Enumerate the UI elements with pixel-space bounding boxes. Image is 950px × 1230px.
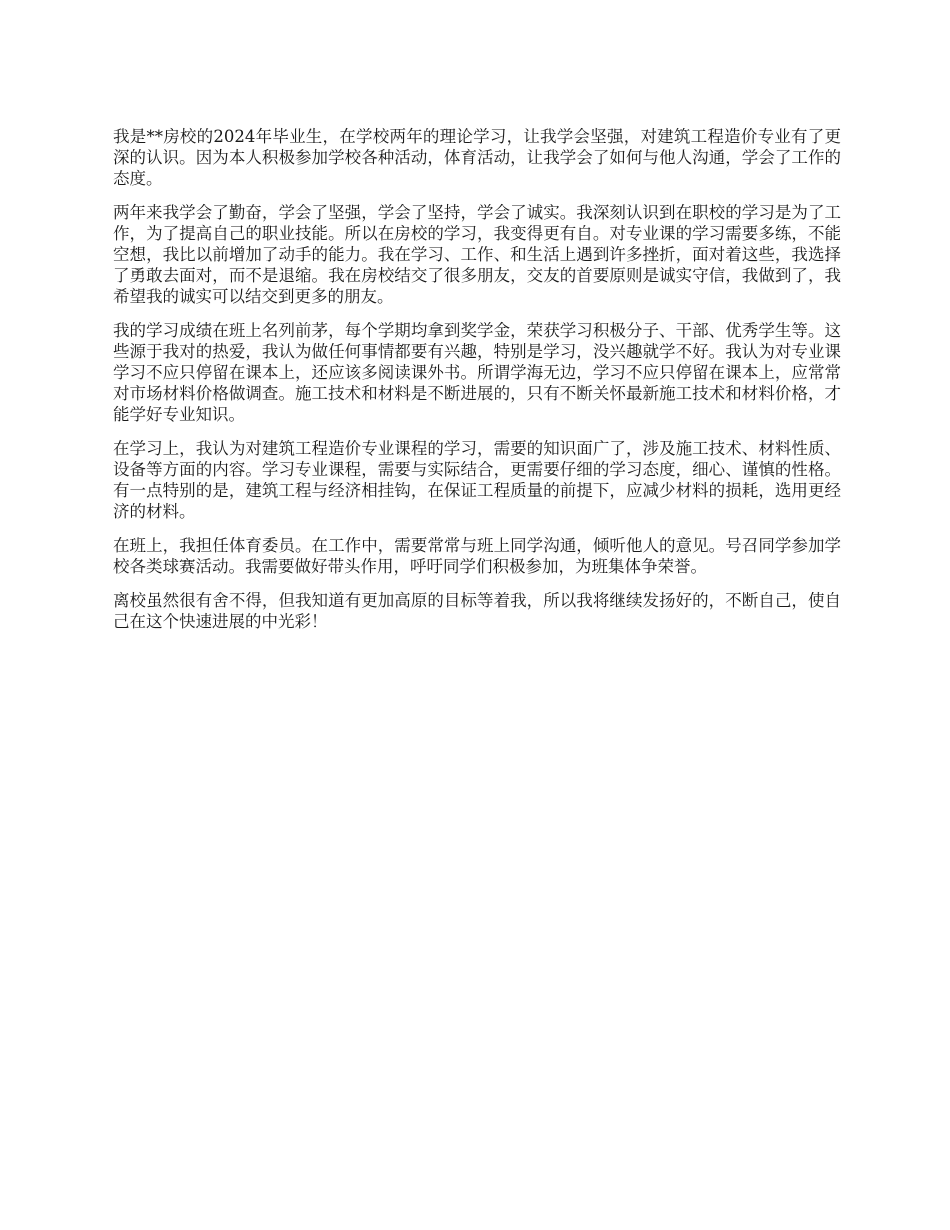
paragraph-1: 我是**房校的2024年毕业生，在学校两年的理论学习，让我学会坚强，对建筑工程造价专业有了更深的认识。因为本人积极参加学校各种活动，体育活动，让我学会了如何与他人沟通，学会了工作的态度。 [113, 127, 841, 188]
paragraph-2: 两年来我学会了勤奋，学会了坚强，学会了坚持，学会了诚实。我深刻认识到在职校的学习是为了工作，为了提高自己的职业技能。所以在房校的学习，我变得更有自。对专业课的学习需要多练，不能空想，我比以前增加了动手的能力。我在学习、工作、和生活上遇到许多挫折，面对着这些，我选择了勇敢去面对，而不是退缩。我在房校结交了很多朋友，交友的首要原则是诚实守信，我做到了，我希望我的诚实可以结交到更多的朋友。 [113, 203, 841, 306]
paragraph-5: 在班上，我担任体育委员。在工作中，需要常常与班上同学沟通，倾听他人的意见。号召同学参加学校各类球赛活动。我需要做好带头作用，呼吁同学们积极参加，为班集体争荣誉。 [113, 536, 841, 576]
paragraph-3: 我的学习成绩在班上名列前茅，每个学期均拿到奖学金，荣获学习积极分子、干部、优秀学生等。这些源于我对的热爱，我认为做任何事情都要有兴趣，特别是学习，没兴趣就学不好。我认为对专业课学习不应只停留在课本上，还应该多阅读课外书。所谓学海无边，学习不应只停留在课本上，应常常对市场材料价格做调查。施工技术和材料是不断进展的，只有不断关怀最新施工技术和材料价格，才能学好专业知识。 [113, 321, 841, 424]
paragraph-6: 离校虽然很有舍不得，但我知道有更加高原的目标等着我，所以我将继续发扬好的，不断自己，使自己在这个快速进展的中光彩！ [113, 591, 841, 631]
document-body [113, 126, 841, 645]
paragraph-4: 在学习上，我认为对建筑工程造价专业课程的学习，需要的知识面广了，涉及施工技术、材料性质、设备等方面的内容。学习专业课程，需要与实际结合，更需要仔细的学习态度，细心、谨慎的性格。有一点特别的是，建筑工程与经济相挂钩，在保证工程质量的前提下，应减少材料的损耗，选用更经济的材料。 [113, 439, 841, 521]
